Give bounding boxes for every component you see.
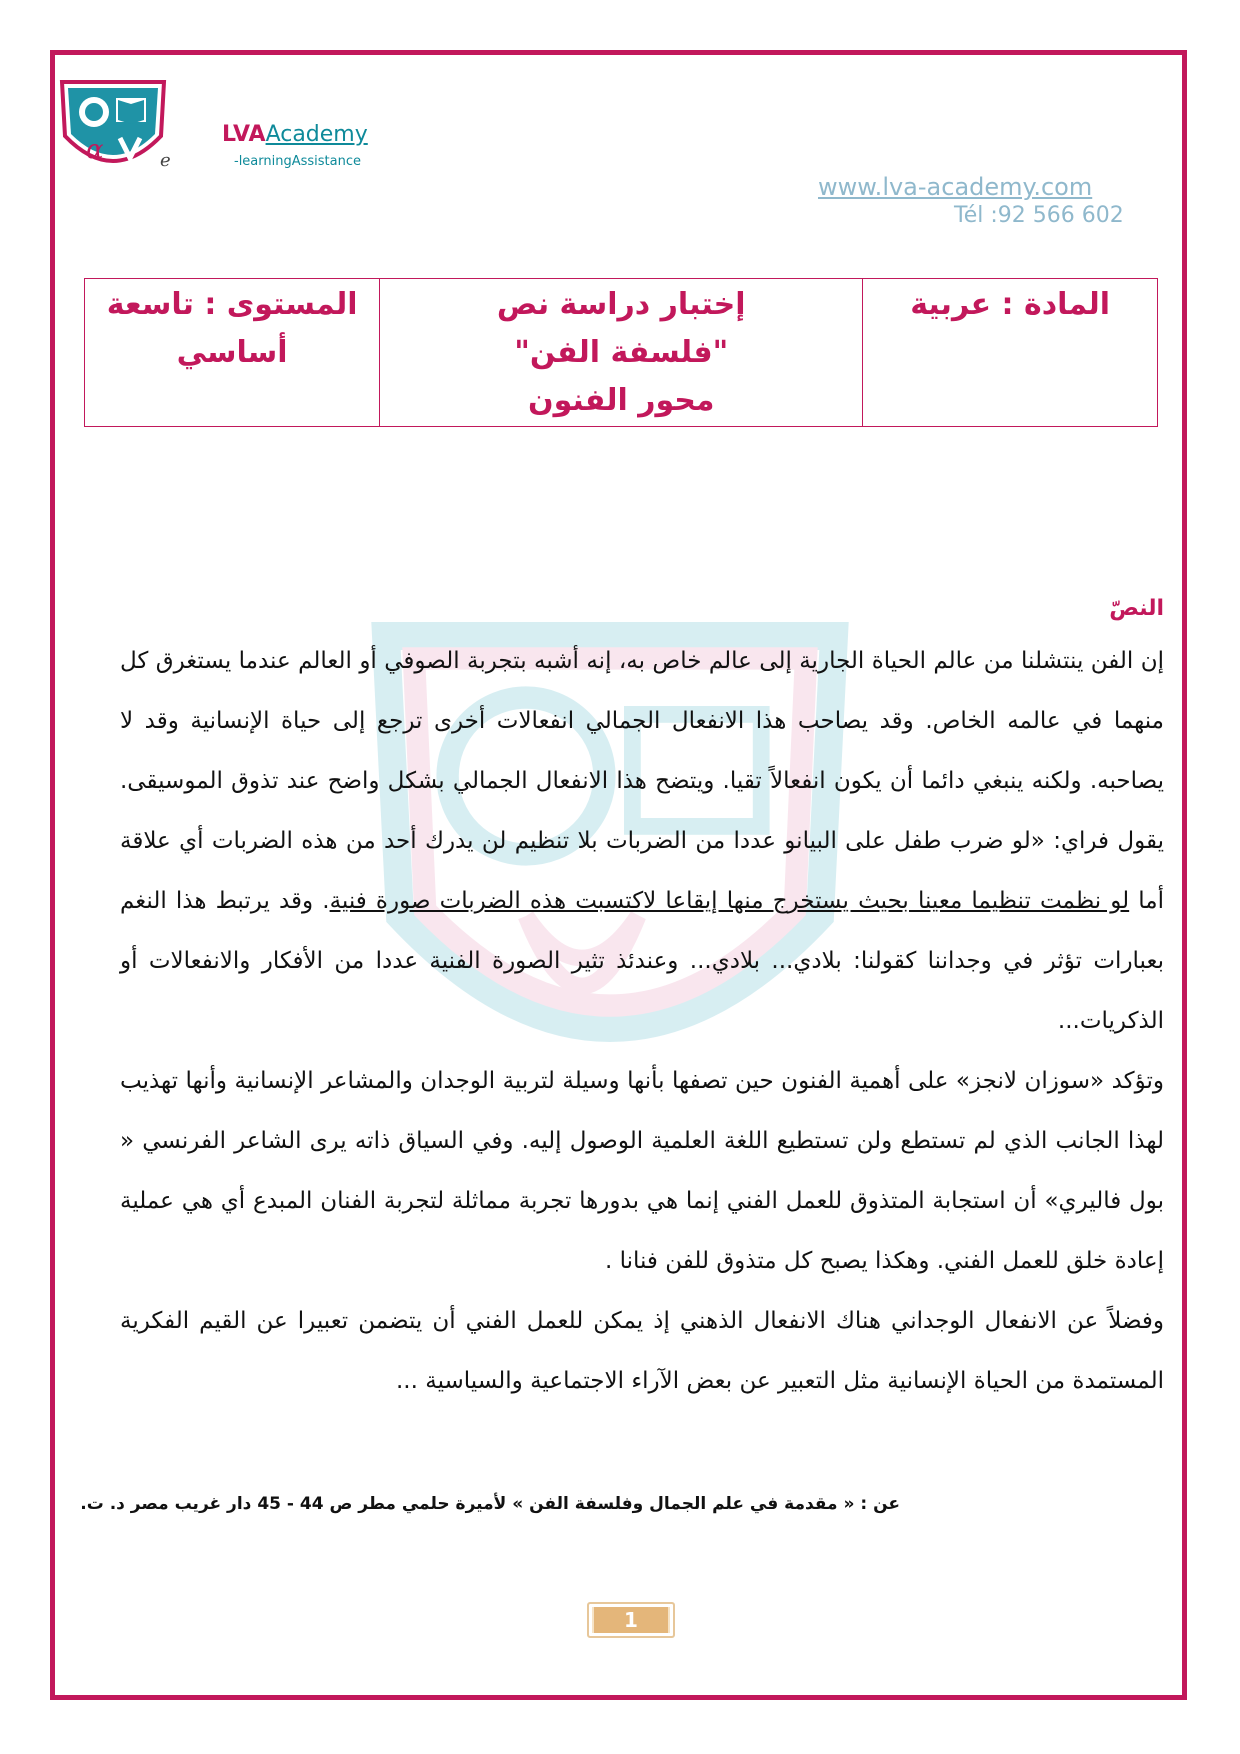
- text-title: النصّ: [1109, 596, 1164, 621]
- exam-title-line2: "فلسفة الفن": [514, 335, 729, 370]
- level-line2: أساسي: [176, 335, 288, 370]
- exam-title-line1: إختبار دراسة نص: [496, 287, 746, 322]
- paragraph-1: [120, 631, 1164, 1051]
- subject-label: المادة : عربية: [910, 287, 1111, 322]
- website-link[interactable]: www.lva-academy.com: [818, 173, 1093, 201]
- phone-number: Tél :92 566 602: [954, 203, 1124, 228]
- brand-tagline: -learningAssistance: [234, 154, 361, 169]
- brand-lva: LVA: [222, 122, 266, 147]
- level-line1: المستوى : تاسعة: [106, 287, 358, 322]
- svg-text:α: α: [86, 135, 104, 165]
- paragraph-1-start: إن الفن ينتشلنا من عالم الحياة الجارية إلى عالم خاص به، إنه أشبه بتجربة الصوفي أو العالم عندما يستغرق كل منهما في عالمه الخاص. وقد يصاحب هذا الانفعال الجمالي انفعالات أخرى ترجع إلى حياة الإنسانية وقد لا يصاحبه. ولكنه ينبغي دائما أن يكون انفعالاً تقيا. ويتضح هذا الانفعال الجمالي بشكل واضح عند تذوق الموسيقى. يقول فراي: «لو ضرب طفل على البيانو عددا من الضربات بلا تنظيم لن يدرك أحد من هذه الضربات أي علاقة أما: [120, 648, 1165, 914]
- exam-header-table: [84, 278, 1158, 427]
- brand-academy: Academy: [265, 122, 368, 147]
- source-citation: عن : « مقدمة في علم الجمال وفلسفة الفن » لأميرة حلمي مطر ص 44 - 45 دار غريب مصر د. ت.: [80, 1494, 900, 1514]
- page-number-value: 1: [594, 1607, 668, 1633]
- level-cell: [85, 279, 380, 427]
- paragraph-2: وتؤكد «سوزان لانجز» على أهمية الفنون حين تصفها بأنها وسيلة لتربية الوجدان والمشاعر الإنسانية وأنها تهذيب لهذا الجانب الذي لم تستطع ولن تستطيع اللغة العلمية الوصول إليه. وفي السياق ذاته يرى الشاعر الفرنسي « بول فاليري» أن استجابة المتذوق للعمل الفني إنما هي بدورها تجربة مماثلة لتجربة الفنان المبدع أي هي عملية إعادة خلق للعمل الفني. وهكذا يصبح كل متذوق للفن فنانا .: [120, 1068, 1164, 1274]
- subject-cell: [863, 279, 1158, 427]
- paragraph-3: وفضلاً عن الانفعال الوجداني هناك الانفعال الذهني إذ يمكن للعمل الفني أن يتضمن تعبيرا عن القيم الفكرية المستمدة من الحياة الإنسانية مثل التعبير عن بعض الآراء الاجتماعية والسياسية ...: [120, 1308, 1164, 1394]
- academy-logo-icon: [58, 78, 168, 178]
- brand-name: [222, 122, 368, 147]
- paragraph-1-end: . وقد يرتبط هذا النغم بعبارات تؤثر في وجداننا كقولنا: بلادي... بلادي... وعندئذ تثير الصورة الفنية عددا من الأفكار والانفعالات أو الذكريات...: [120, 888, 1164, 1034]
- paragraph-1-underlined: لو نظمت تنظيما معينا بحيث يستخرج منها إيقاعا لاكتسبت هذه الضربات صورة فنية: [329, 888, 1130, 914]
- page-number: [587, 1602, 675, 1638]
- exam-title-line3: محور الفنون: [527, 383, 715, 418]
- logo-e-mark: e: [160, 150, 171, 171]
- exam-title-cell: [380, 279, 863, 427]
- reading-text: [120, 596, 1164, 1411]
